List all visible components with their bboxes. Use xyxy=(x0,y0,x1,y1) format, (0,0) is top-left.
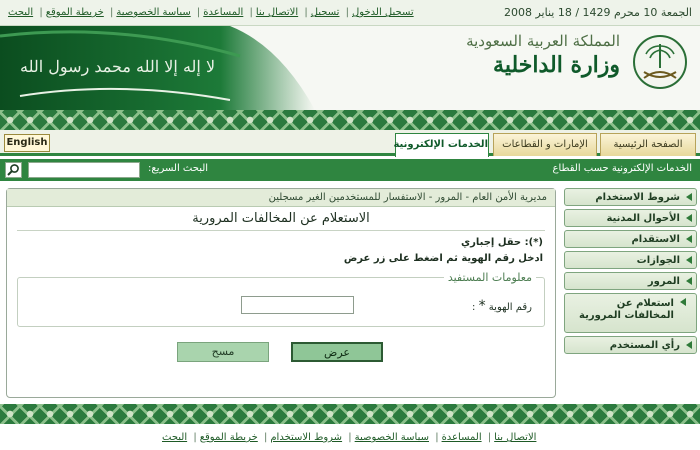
menu-item-civil-affairs[interactable] xyxy=(564,209,697,227)
top-link-privacy[interactable]: سياسة الخصوصية xyxy=(116,7,191,18)
palm-swords-emblem-icon xyxy=(632,34,688,90)
menu-item-label: شروط الاستخدام xyxy=(595,192,680,203)
page-title: الاستعلام عن المخالفات المرورية xyxy=(192,211,370,226)
separator: | xyxy=(193,432,197,443)
quick-search-bar xyxy=(0,159,700,181)
menu-item-passports[interactable] xyxy=(564,251,697,269)
arrow-left-icon xyxy=(686,235,692,243)
footer-link-privacy[interactable]: سياسة الخصوصية xyxy=(354,432,429,443)
separator: | xyxy=(345,7,350,18)
separator: | xyxy=(109,7,114,18)
menu-item-traffic-violations-inquiry[interactable] xyxy=(564,293,697,333)
violations-inquiry-panel xyxy=(6,188,556,398)
menu-item-label: الجوازات xyxy=(636,255,680,266)
clear-button[interactable]: مسح xyxy=(177,342,269,362)
arrow-left-icon xyxy=(686,214,692,222)
separator: | xyxy=(39,7,43,18)
decorative-pattern-band xyxy=(0,404,700,424)
services-by-sector-link[interactable]: الخدمات الإلكترونية حسب القطاع xyxy=(552,163,692,174)
saudi-flag-image xyxy=(0,26,315,110)
top-links xyxy=(8,7,414,18)
footer-link-contact[interactable]: الاتصال بنا xyxy=(494,432,537,443)
top-bar xyxy=(0,0,700,26)
main-tabs xyxy=(0,130,700,156)
english-language-button[interactable]: English xyxy=(4,134,50,152)
footer-links xyxy=(162,432,536,443)
separator: | xyxy=(487,432,492,443)
separator: | xyxy=(304,7,308,18)
required-star: * xyxy=(478,298,486,314)
label-colon: : xyxy=(472,302,476,313)
tab-home[interactable]: الصفحة الرئيسية xyxy=(600,133,696,156)
menu-item-label: رأي المستخدم xyxy=(609,340,680,351)
arrow-left-icon xyxy=(686,341,692,349)
separator: | xyxy=(249,7,253,18)
menu-item-label: الأحوال المدنية xyxy=(606,213,680,224)
quick-search-label: البحث السريع: xyxy=(148,163,209,174)
tab-e-services[interactable]: الخدمات الإلكترونية xyxy=(395,133,489,157)
side-menu xyxy=(564,188,697,357)
search-button[interactable] xyxy=(5,162,22,178)
tab-sectors[interactable]: الإمارات و القطاعات xyxy=(493,133,597,156)
id-number-label xyxy=(472,298,532,314)
breadcrumb: مديرية الأمن العام - المرور - الاستفسار للمستخدمين الغير مسجلين xyxy=(7,189,555,207)
arrow-left-icon xyxy=(686,277,692,285)
top-link-search[interactable]: البحث xyxy=(8,7,34,18)
separator: | xyxy=(348,432,352,443)
show-button[interactable]: عرض xyxy=(291,342,383,362)
top-link-contact[interactable]: الاتصال بنا xyxy=(255,7,299,18)
footer xyxy=(0,424,700,450)
instruction-text: ادخل رقم الهوية ثم اضغط على زر عرض xyxy=(343,253,543,264)
arrow-left-icon xyxy=(686,256,692,264)
quick-search-input[interactable] xyxy=(28,162,140,178)
separator: | xyxy=(435,432,439,443)
ministry-title xyxy=(466,32,620,78)
arrow-left-icon xyxy=(680,298,686,306)
footer-link-help[interactable]: المساعدة xyxy=(441,432,482,443)
menu-item-user-feedback[interactable] xyxy=(564,336,697,354)
top-link-login[interactable]: تسجيل الدخول xyxy=(352,7,414,18)
divider xyxy=(17,230,545,231)
kingdom-name: المملكة العربية السعودية xyxy=(466,32,620,50)
footer-link-search[interactable]: البحث xyxy=(162,432,188,443)
menu-item-label: الاستقدام xyxy=(631,234,680,245)
top-link-help[interactable]: المساعدة xyxy=(203,7,244,18)
header-banner xyxy=(0,26,700,110)
footer-link-terms[interactable]: شروط الاستخدام xyxy=(270,432,343,443)
separator: | xyxy=(196,7,201,18)
top-link-sitemap[interactable]: خريطة الموقع xyxy=(45,7,104,18)
menu-item-terms-of-use[interactable] xyxy=(564,188,697,206)
fieldset-legend: معلومات المستفيد xyxy=(444,271,536,284)
id-label-text: رقم الهوية xyxy=(488,302,532,313)
menu-item-label: المرور xyxy=(647,276,680,287)
menu-item-recruitment[interactable] xyxy=(564,230,697,248)
ministry-name: وزارة الداخلية xyxy=(493,52,620,78)
id-number-input[interactable] xyxy=(241,296,354,314)
flag-calligraphy: لا إله إلا الله محمد رسول الله xyxy=(20,57,216,76)
magnifier-icon xyxy=(6,163,21,177)
footer-link-sitemap[interactable]: خريطة الموقع xyxy=(199,432,258,443)
current-date: الجمعة 10 محرم 1429 / 18 يناير 2008 xyxy=(503,6,692,19)
decorative-pattern-band xyxy=(0,110,700,130)
separator: | xyxy=(263,432,268,443)
beneficiary-info-fieldset xyxy=(17,271,545,327)
required-field-note: (*): حقل إجباري xyxy=(460,237,543,248)
arrow-left-icon xyxy=(686,193,692,201)
top-link-register[interactable]: تسجيل xyxy=(310,7,340,18)
menu-item-label: استعلام عن المخالفات المرورية xyxy=(579,298,674,321)
menu-item-traffic[interactable] xyxy=(564,272,697,290)
